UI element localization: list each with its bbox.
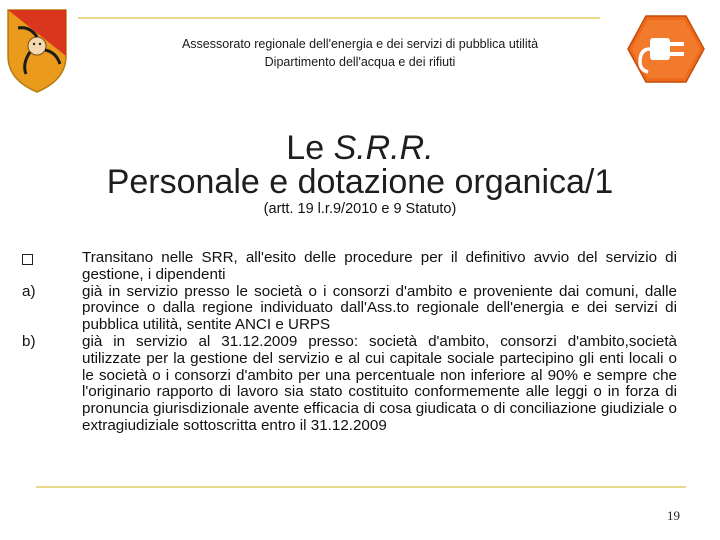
body-content <box>22 250 677 435</box>
slide-title <box>0 130 720 200</box>
header-line-2: Dipartimento dell'acqua e dei rifiuti <box>264 55 456 69</box>
top-rule <box>78 17 600 19</box>
list-item-b-text: già in servizio al 31.12.2009 presso: società d'ambito, consorzi d'ambito,società utilizzate per la gestione del servizio e al cui capitale sociale partecipino gli enti locali o le società o i consorzi d'ambito per una percentuale non inferiore al 90% e sempre che l'originario rapporto di lavoro sia stato costituito conformemente alle leggi o in forza di pronuncia giurisdizionale avente efficacia di cosa giudicata o di conciliazione giudiziale o extragiudiziale sottoscritta entro il 31.12.2009 <box>82 332 677 434</box>
slide-subtitle: (artt. 19 l.r.9/2010 e 9 Statuto) <box>263 201 457 217</box>
electric-plug-icon <box>626 14 706 84</box>
checkbox-bullet-icon <box>22 250 33 270</box>
list-item-a-text: già in servizio presso le società o i consorzi d'ambito e proveniente dai comuni, dalle province o dalla regione individuato dall'Ass.to regionale dell'energia e dei servizi di pubblica utilità, sentite ANCI e URPS <box>82 282 677 334</box>
sicily-trinacria-crest-icon <box>4 6 70 94</box>
intro-text: Transitano nelle SRR, all'esito delle procedure per il definitivo avvio del servizio di gestione, i dipendenti <box>82 249 677 283</box>
header-line-1: Assessorato regionale dell'energia e dei servizi di pubblica utilità <box>181 37 539 51</box>
intro-paragraph <box>22 250 677 284</box>
bottom-rule <box>36 486 686 488</box>
title-line-1: Le S.R.R. <box>286 129 434 167</box>
header-department <box>100 37 620 69</box>
page-number: 19 <box>667 508 680 523</box>
title-line-2: Personale e dotazione organica/1 <box>106 163 614 201</box>
title-acronym: S.R.R. <box>333 129 434 167</box>
list-marker-a: a) <box>22 282 36 300</box>
list-marker-b: b) <box>22 332 36 350</box>
list-item-a <box>22 284 677 334</box>
list-item-b <box>22 334 677 435</box>
